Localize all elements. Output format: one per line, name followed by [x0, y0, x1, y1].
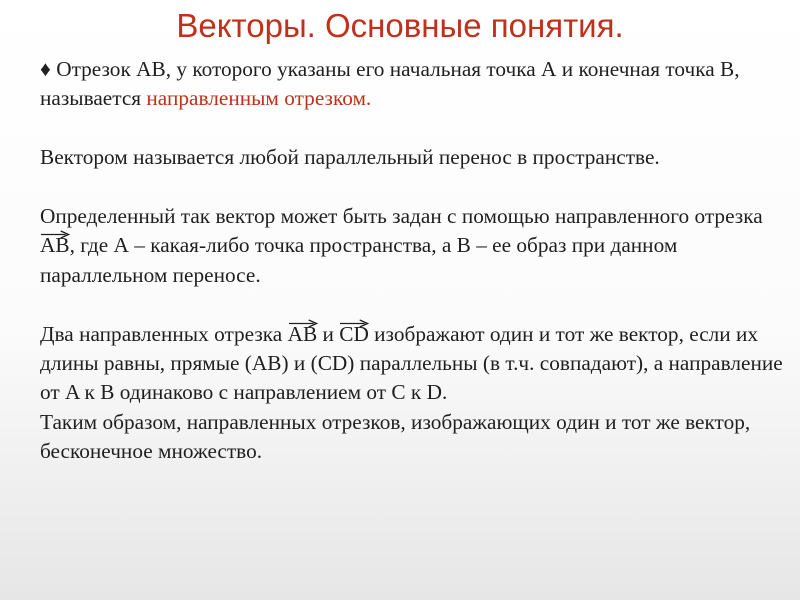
conclusion-infinite-set: Таким образом, направленных отрезков, изображающих один и тот же вектор, бесконечное множество.: [40, 409, 751, 464]
vector-by-segment: [40, 202, 792, 290]
vector-cd: [339, 320, 369, 349]
highlighted-term: направленным отрезком.: [146, 86, 372, 111]
diamond-bullet-icon: ♦: [40, 57, 51, 81]
vector-ab-label: AB: [40, 233, 70, 258]
vector-by-segment-text-end: , где А – какая-либо точка пространства, а В – ее образ при данном параллельном переносе.: [40, 233, 678, 287]
vector-ab-label: AB: [287, 321, 318, 346]
definition-directed-segment: [40, 55, 792, 114]
paragraph-spacer: [40, 114, 792, 143]
vector-arrow-icon: [288, 319, 318, 328]
slide-title: Векторы. Основные понятия.: [176, 7, 624, 44]
definition-vector: Вектором называется любой параллельный перенос в пространстве.: [40, 145, 660, 170]
equal-vectors-text-start: Два направленных отрезка: [40, 321, 288, 346]
paragraph-spacer: [40, 173, 792, 202]
equal-vectors-condition: [40, 320, 792, 408]
vector-arrow-icon: [40, 230, 70, 239]
vector-ab: [288, 320, 318, 349]
conjunction-text: и: [317, 321, 340, 346]
paragraph-spacer: [40, 290, 792, 319]
vector-ab: [40, 231, 70, 260]
vector-by-segment-text-start: Определенный так вектор может быть задан с помощью направленного отрезка: [40, 204, 763, 228]
definition-text: Отрезок АВ, у которого указаны его начальная точка А и конечная точка В, называется: [40, 57, 740, 111]
vector-cd-label: CD: [339, 321, 369, 346]
slide-body: [40, 55, 792, 467]
vector-arrow-icon: [339, 319, 369, 328]
equal-vectors-text-end: изображают один и тот же вектор, если их длины равны, прямые (AB) и (CD) параллельны (в т.ч. совпадают), а направление от A к B одинаково с направлением от C к D.: [40, 321, 783, 405]
